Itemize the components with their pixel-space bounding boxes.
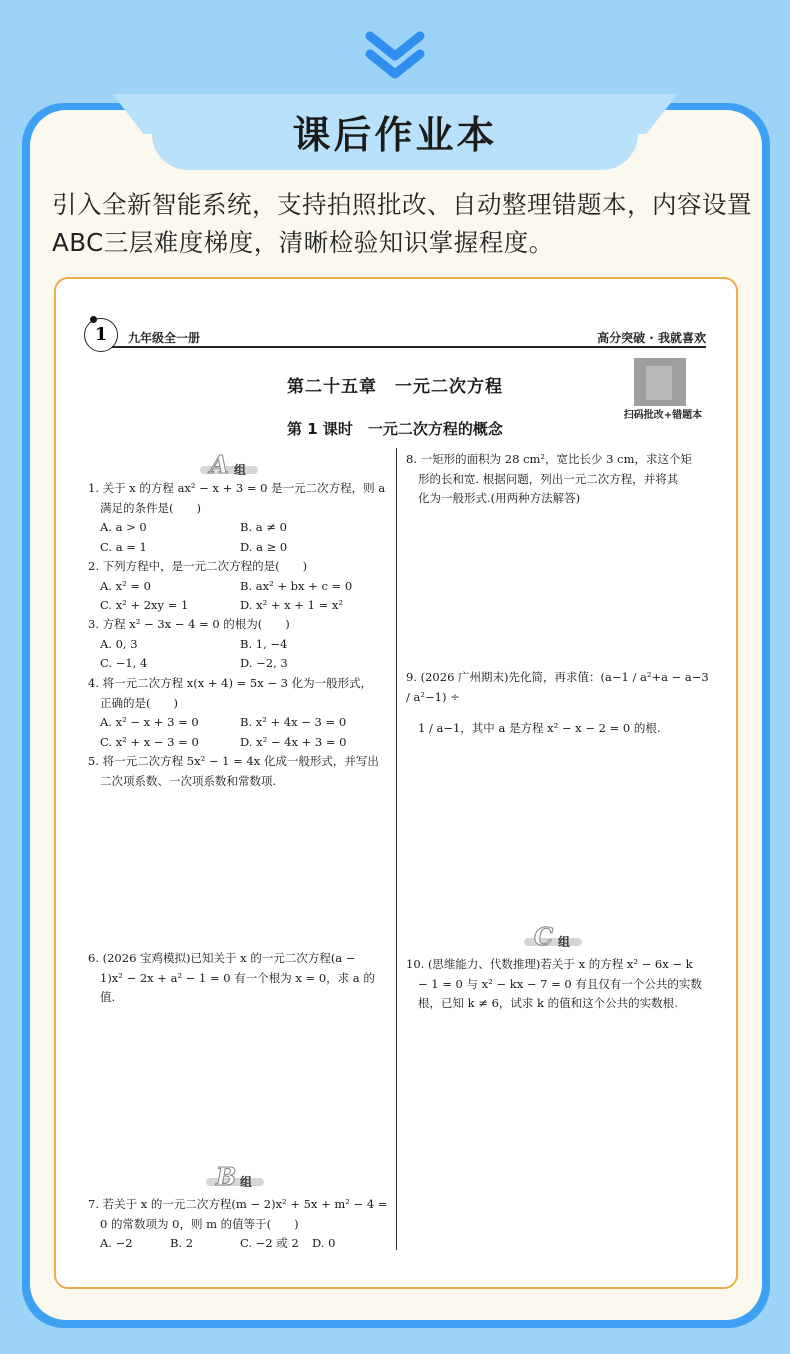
q7-option-b: B. 2	[170, 1236, 194, 1250]
q7-option-a: A. −2	[100, 1236, 133, 1250]
lesson-title: 第 1 课时 一元二次方程的概念	[287, 420, 503, 438]
q2-option-a: A. x² = 0	[100, 578, 151, 593]
q5-line1: 5. 将一元二次方程 5x² − 1 = 4x 化成一般形式，并写出	[88, 754, 379, 768]
q1-option-b: B. a ≠ 0	[240, 520, 287, 534]
question-6	[88, 949, 388, 1008]
group-letter: A	[210, 450, 229, 479]
group-bar	[200, 466, 258, 474]
q7-line2: 0 的常数项为 0，则 m 的值等于( )	[100, 1216, 299, 1231]
question-3	[88, 615, 388, 674]
q8-line3: 化为一般形式.(用两种方法解答)	[418, 491, 581, 505]
q3-option-c: C. −1, 4	[100, 656, 148, 670]
question-10	[406, 955, 716, 1014]
q7-option-d: D. 0	[312, 1236, 336, 1250]
q2-option-b: B. ax² + bx + c = 0	[240, 578, 353, 593]
question-8	[406, 450, 716, 509]
banner-title: 课后作业本	[292, 113, 498, 157]
group-letter: B	[216, 1162, 237, 1191]
question-1	[88, 479, 388, 557]
question-4	[88, 674, 388, 752]
header-rule	[112, 346, 706, 348]
group-suffix: 组	[240, 1175, 253, 1189]
q5-line2: 二次项系数、一次项系数和常数项.	[100, 773, 277, 788]
double-chevron-down-icon	[362, 30, 428, 80]
q2-option-d: D. x² + x + 1 = x²	[240, 598, 343, 612]
q4-option-c: C. x² + x − 3 = 0	[100, 734, 199, 749]
q1-line2: 满足的条件是( )	[100, 500, 201, 515]
q6-line1: 6. (2026 宝鸡模拟)已知关于 x 的一元二次方程(a −	[88, 951, 356, 965]
column-divider	[396, 448, 397, 1250]
q1-option-a: A. a > 0	[100, 520, 147, 534]
q8-line2: 形的长和宽. 根据问题，列出一元二次方程，并将其	[418, 471, 679, 486]
q6-line2: 1)x² − 2x + a² − 1 = 0 有一个根为 x = 0，求 a 的值.	[100, 970, 375, 1004]
grade-label: 九年级全一册	[128, 331, 201, 345]
question-7	[88, 1195, 388, 1254]
q3-option-a: A. 0, 3	[100, 636, 138, 651]
q4-option-a: A. x² − x + 3 = 0	[100, 715, 199, 729]
q10-line2: − 1 = 0 与 x² − kx − 7 = 0 有且仅有一个公共的实数	[418, 976, 702, 991]
q9-line1: 9. (2026 广州期末)先化简，再求值：(a−1 / a²+a − a−3 / a²−1) ÷	[406, 670, 709, 704]
q9-line2: 1 / a−1，其中 a 是方程 x² − x − 2 = 0 的根.	[418, 721, 661, 735]
q4-option-b: B. x² + 4x − 3 = 0	[240, 715, 347, 729]
question-2	[88, 557, 388, 616]
q8-line1: 8. 一矩形的面积为 28 cm²，宽比长少 3 cm，求这个矩	[406, 452, 692, 466]
q1-line1: 1. 关于 x 的方程 ax² − x + 3 = 0 是一元二次方程，则 a	[88, 481, 386, 495]
chapter-title: 第二十五章 一元二次方程	[287, 377, 503, 397]
q4-option-d: D. x² − 4x + 3 = 0	[240, 734, 347, 749]
q7-line1: 7. 若关于 x 的一元二次方程(m − 2)x² + 5x + m² − 4 =	[88, 1197, 388, 1211]
page-dot	[90, 316, 97, 323]
page-number: 1	[84, 318, 118, 352]
q4-line2: 正确的是( )	[100, 695, 178, 710]
series-label: 高分突破 · 我就喜欢	[597, 331, 706, 345]
group-suffix: 组	[234, 463, 247, 477]
q1-option-d: D. a ≥ 0	[240, 539, 288, 554]
group-suffix: 组	[558, 935, 571, 949]
q3-option-b: B. 1, −4	[240, 636, 288, 651]
q1-option-c: C. a = 1	[100, 539, 147, 554]
q10-line3: 根，已知 k ≠ 6，试求 k 的值和这个公共的实数根.	[418, 996, 678, 1010]
q10-line1: 10. (思维能力、代数推理)若关于 x 的方程 x² − 6x − k	[406, 957, 693, 971]
question-5	[88, 752, 388, 791]
q2-line1: 2. 下列方程中，是一元二次方程的是( )	[88, 559, 308, 573]
q2-option-c: C. x² + 2xy = 1	[100, 598, 189, 612]
q4-line1: 4. 将一元二次方程 x(x + 4) = 5x − 3 化为一般形式，	[88, 676, 373, 690]
q3-line1: 3. 方程 x² − 3x − 4 = 0 的根为( )	[88, 617, 290, 631]
group-letter: C	[534, 922, 554, 951]
q3-option-d: D. −2, 3	[240, 656, 288, 670]
qr-caption: 扫码批改+错题本	[623, 410, 703, 421]
q7-option-c: C. −2 或 2	[240, 1236, 299, 1250]
question-9	[406, 668, 716, 739]
banner-intro: 引入全新智能系统，支持拍照批改、自动整理错题本，内容设置ABC三层难度梯度，清晰检验知识掌握程度。	[52, 190, 752, 257]
